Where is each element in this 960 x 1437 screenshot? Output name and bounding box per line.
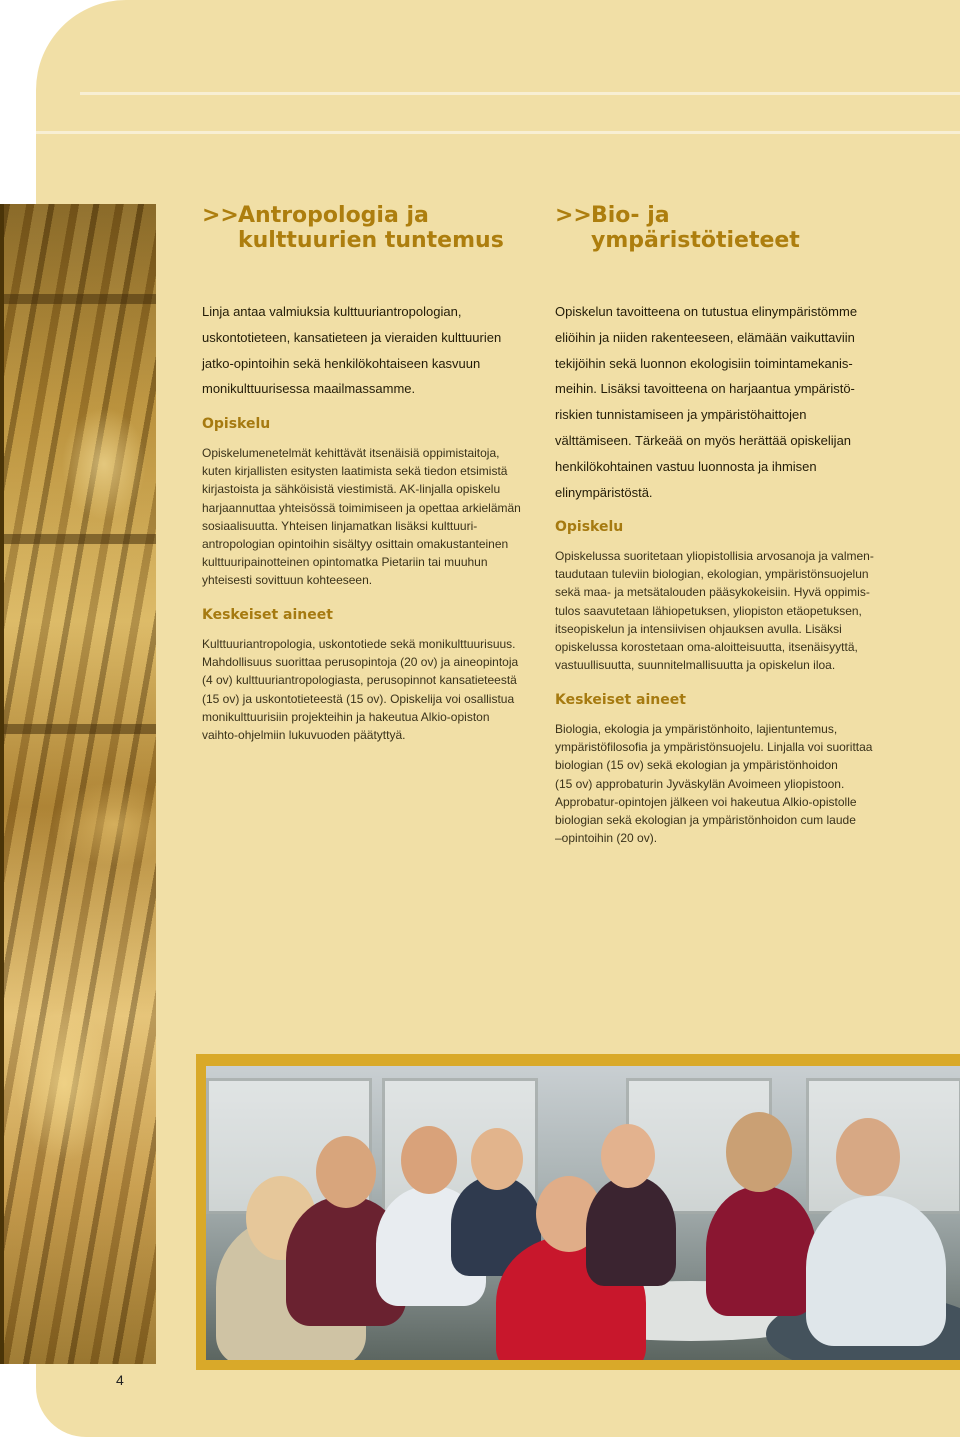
text-line: kulttuuripainotteinen opintomatka Pietariin tai muuhun — [202, 555, 488, 570]
text-line: tekijöihin sekä luonnon ekologisiin toimintamekanis- — [555, 355, 853, 371]
library-photo — [0, 204, 156, 1364]
chevron-marker: >> — [202, 203, 239, 228]
left-column-title — [202, 203, 522, 253]
right-lead-paragraph — [555, 299, 857, 505]
divider-line — [80, 92, 960, 95]
chevron-marker: >> — [555, 203, 592, 228]
text-line: riskien tunnistamiseen ja ympäristöhaittojen — [555, 407, 807, 423]
text-line: monikulttuurisessa maailmassamme. — [202, 381, 416, 397]
text-line: tulos saavutetaan lähiopetuksen, yliopiston etäopetuksen, — [555, 603, 862, 618]
head-shape — [471, 1128, 523, 1190]
head-shape — [726, 1112, 792, 1192]
text-line: elinympäristöstä. — [555, 484, 653, 500]
page-number: 4 — [116, 1372, 124, 1388]
title-line: ympäristötieteet — [591, 228, 800, 253]
text-line: yhteisesti sovittuun kohteeseen. — [202, 573, 373, 588]
text-line: Mahdollisuus suorittaa perusopintoja (20 ov) ja aineopintoja — [202, 655, 519, 670]
text-line: Opiskelussa suoritetaan yliopistollisia arvosanoja ja valmen- — [555, 549, 874, 563]
text-line: Linja antaa valmiuksia kulttuuriantropologian, — [202, 304, 462, 319]
head-shape — [601, 1124, 655, 1188]
text-line: Approbatur-opintojen jälkeen voi hakeutua Alkio-opistolle — [555, 794, 857, 809]
text-line: Opiskelumenetelmät kehittävät itsenäisiä oppimistaitoja, — [202, 446, 500, 460]
right-opiskelu-heading: Opiskelu — [555, 519, 624, 535]
text-line: (4 ov) kulttuuriantropologiasta, perusopinnot kansatieteestä — [202, 673, 517, 688]
text-line: uskontotieteen, kansatieteen ja vieraiden kulttuurien — [202, 329, 502, 345]
left-aineet-heading: Keskeiset aineet — [202, 607, 333, 623]
text-line: vaihto-ohjelmiin lukuvuoden päätyttyä. — [202, 728, 406, 743]
text-line: kuten kirjallisten esitysten laatimista sekä tiedon etsimistä — [202, 464, 508, 479]
left-opiskelu-paragraph — [202, 444, 521, 590]
text-line: biologian (15 ov) sekä ekologian ja ympäristönhoidon — [555, 758, 838, 773]
text-line: Kulttuuriantropologia, uskontotiede sekä monikulttuurisuus. — [202, 637, 516, 651]
divider-line — [36, 131, 960, 134]
text-line: (15 ov) approbaturin Jyväskylän Avoimeen yliopistoon. — [555, 776, 845, 791]
text-line: taudutaan tuleviin biologian, ekologian, ympäristönsuojelun — [555, 567, 869, 582]
text-line: antropologian opintoihin sisältyy osittain omakustanteinen — [202, 537, 509, 552]
text-line: itseopiskelun ja intensiivisen ohjauksen avulla. Lisäksi — [555, 621, 842, 636]
text-line: vastuullisuutta, suunnitelmallisuutta ja opiskelun iloa. — [555, 658, 836, 673]
text-line: henkilökohtainen vastuu luonnosta ja ihmisen — [555, 458, 817, 474]
text-line: Opiskelun tavoitteena on tutustua elinympäristömme — [555, 304, 858, 319]
shelf-shape — [4, 534, 156, 544]
text-line: opiskelussa korostetaan oma-aloitteisuutta, itsenäisyyttä, — [555, 640, 858, 655]
title-line: Bio- ja — [591, 203, 670, 228]
text-line: harjaannuttaa yhteisössä toimimiseen ja opettaa arkielämän — [202, 500, 521, 515]
head-shape — [316, 1136, 376, 1208]
text-line: biologian sekä ekologian ja ympäristönhoidon cum laude — [555, 813, 856, 828]
right-column-title — [555, 203, 875, 253]
text-line: meihin. Lisäksi tavoitteena on harjaantua ympäristö- — [555, 381, 855, 397]
text-line: kirjastoista ja sähköisistä viestimistä. AK-linjalla opiskelu — [202, 482, 501, 497]
head-shape — [401, 1126, 457, 1194]
right-aineet-heading: Keskeiset aineet — [555, 692, 686, 708]
head-shape — [836, 1118, 900, 1196]
text-line: ympäristöfilosofia ja ympäristönsuojelu. Linjalla voi suorittaa — [555, 740, 873, 755]
text-line: Biologia, ekologia ja ympäristönhoito, lajientuntemus, — [555, 722, 838, 736]
text-line: (15 ov) ja uskontotieteestä (15 ov). Opiskelija voi osallistua — [202, 691, 515, 706]
right-aineet-paragraph — [555, 720, 872, 847]
shelf-shape — [4, 724, 156, 734]
text-line: –opintoihin (20 ov). — [555, 831, 658, 846]
left-aineet-paragraph — [202, 635, 518, 744]
left-lead-paragraph — [202, 299, 501, 402]
text-line: monikulttuurisiin projekteihin ja hakeutua Alkio-opiston — [202, 709, 490, 724]
classroom-photo — [206, 1066, 960, 1360]
person-shape — [586, 1176, 676, 1286]
person-shape — [806, 1196, 946, 1346]
text-line: välttämiseen. Tärkeää on myös herättää opiskelijan — [555, 432, 852, 448]
title-line: kulttuurien tuntemus — [238, 228, 504, 253]
left-opiskelu-heading: Opiskelu — [202, 416, 271, 432]
text-line: eliöihin ja niiden rakenteeseen, elämään vaikuttaviin — [555, 329, 855, 345]
text-line: sosiaalisuutta. Yhteisen linjamatkan lisäksi kulttuuri- — [202, 518, 478, 533]
title-line: Antropologia ja — [238, 203, 429, 228]
text-line: jatko-opintoihin sekä henkilökohtaiseen kasvuun — [202, 355, 481, 371]
text-line: sekä maa- ja metsätalouden pääsykokeisiin. Hyvä oppimis- — [555, 585, 870, 600]
person-shape — [706, 1186, 816, 1316]
right-opiskelu-paragraph — [555, 547, 874, 674]
shelf-shape — [4, 294, 156, 304]
